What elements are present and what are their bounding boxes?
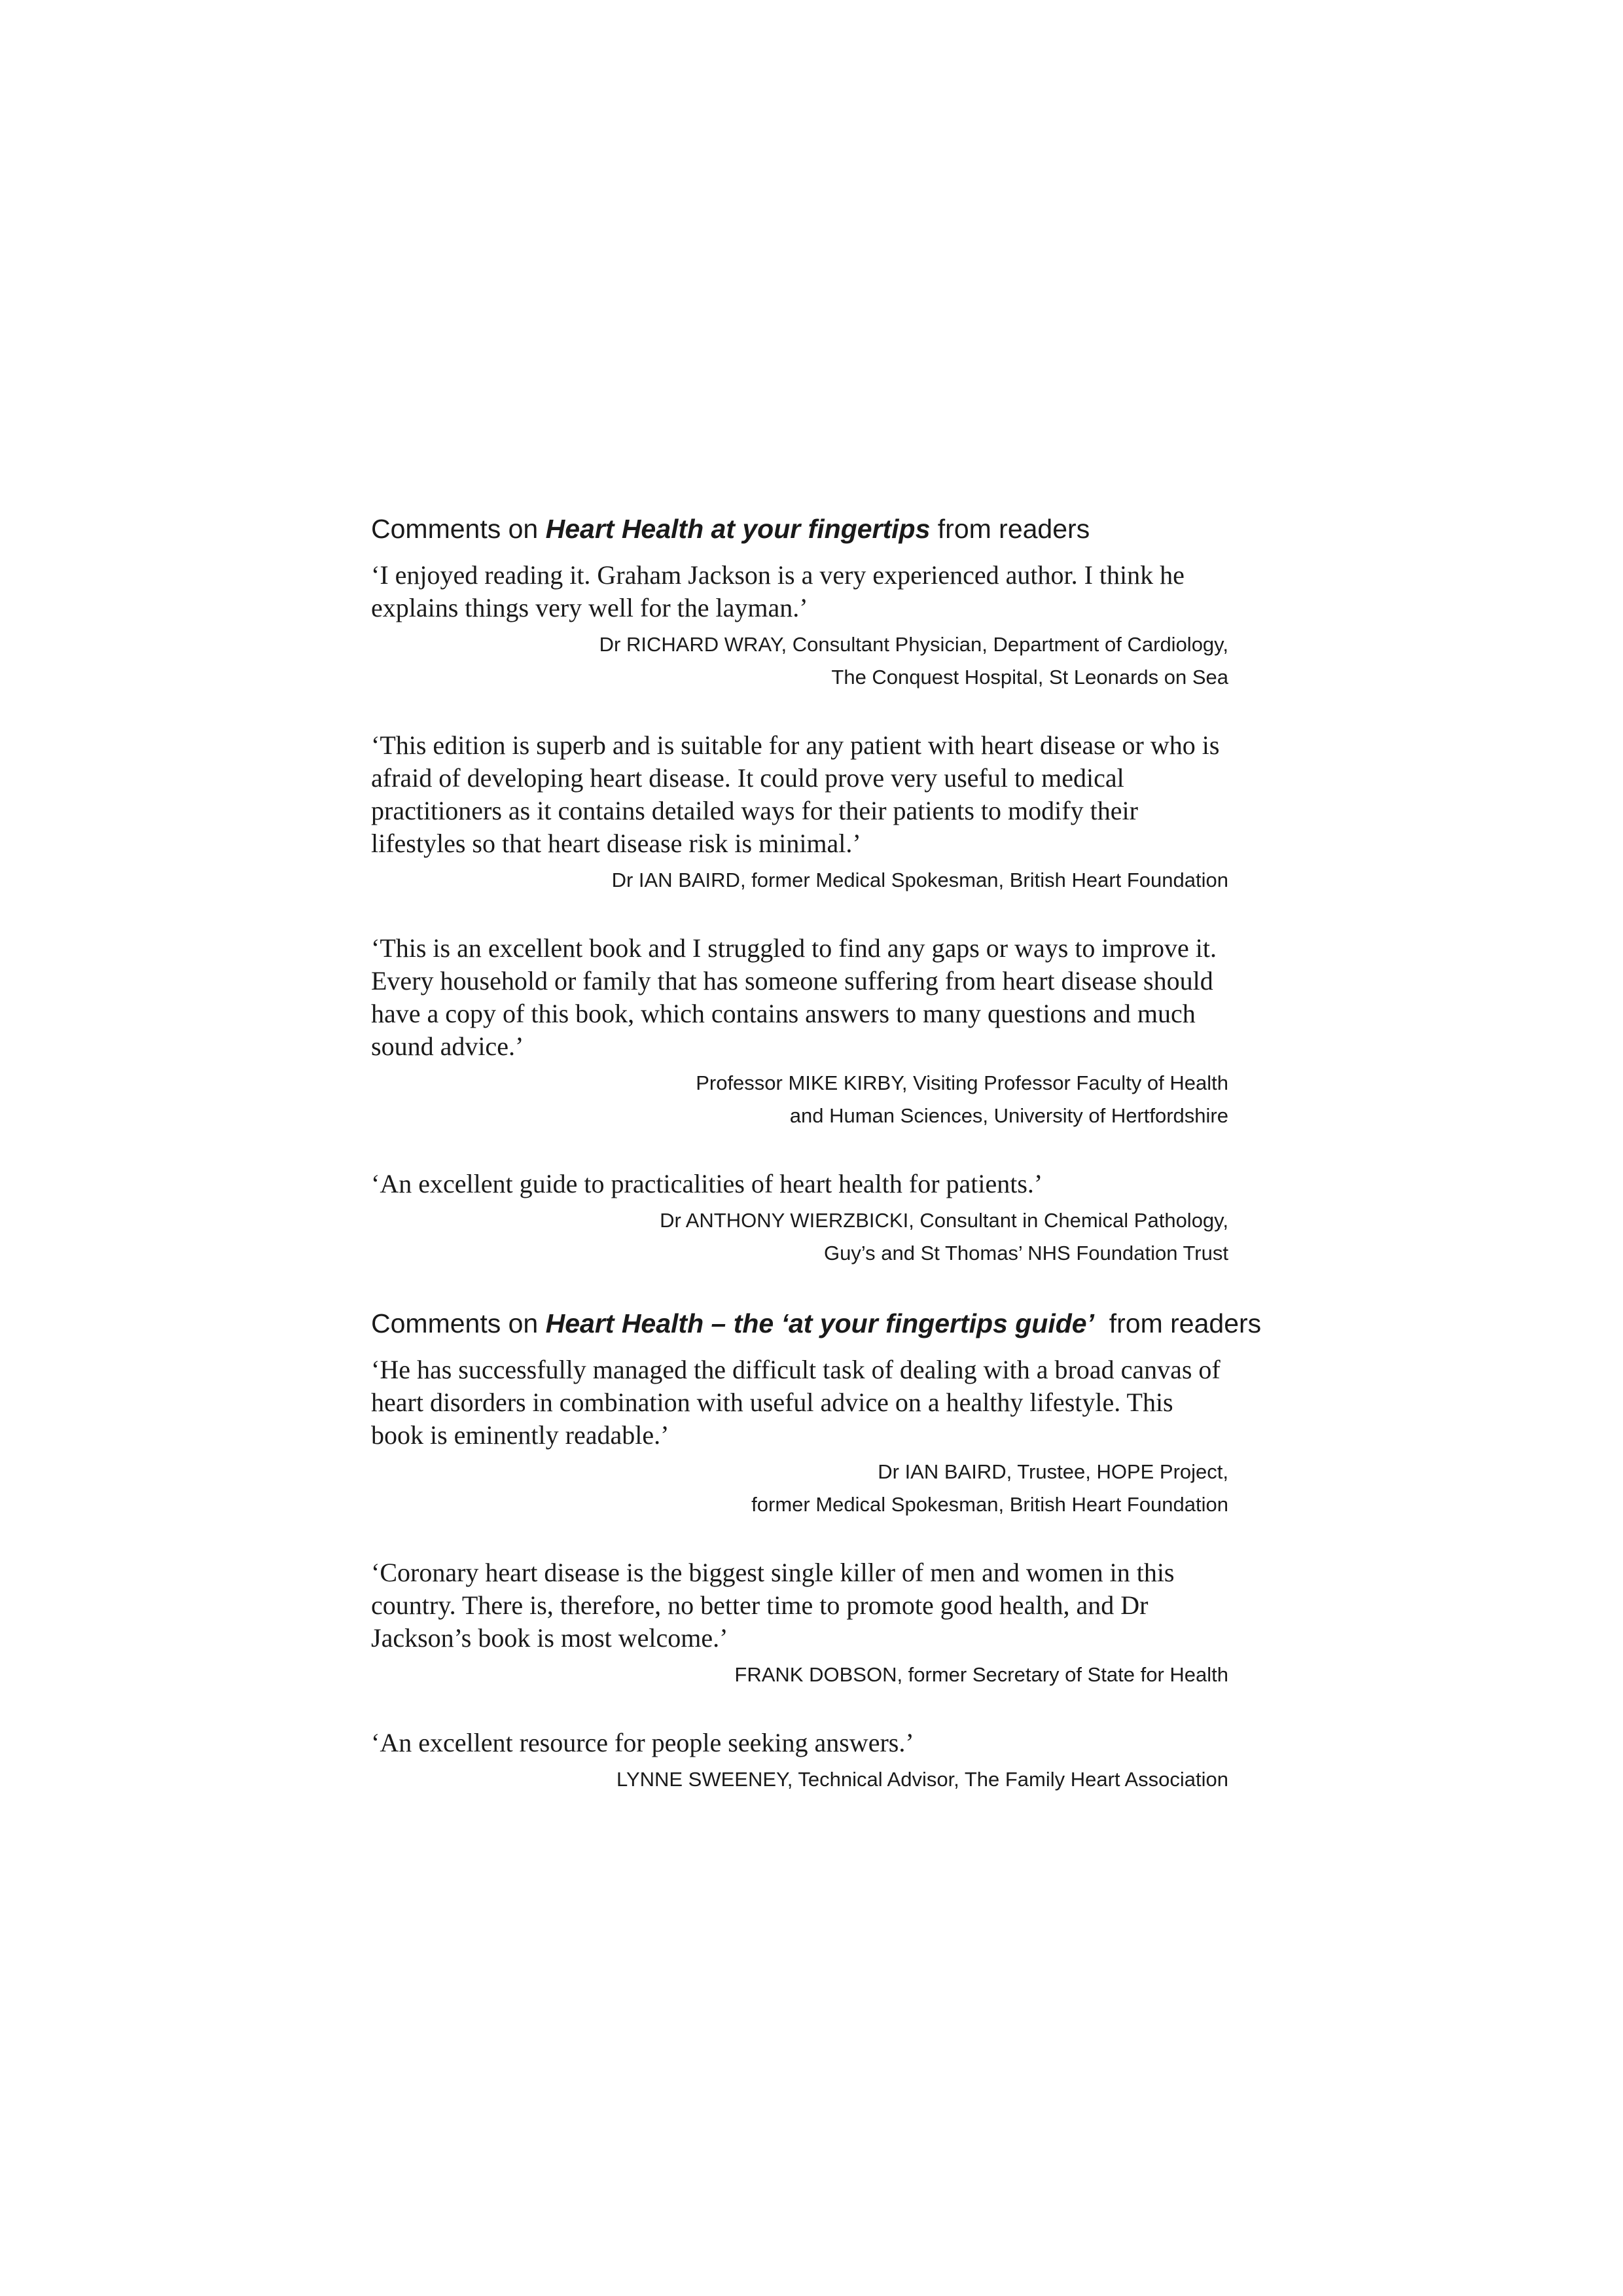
attribution <box>371 864 1228 897</box>
heading-prefix: Comments on <box>371 1308 546 1338</box>
quote-block <box>371 1354 1228 1521</box>
heading-prefix: Comments on <box>371 514 546 544</box>
attribution-line: former Medical Spokesman, British Heart Foundation <box>751 1493 1228 1516</box>
section-heading <box>371 511 1228 547</box>
quote-block <box>371 932 1228 1132</box>
attribution <box>371 1067 1228 1132</box>
quote-text: ‘This edition is superb and is suitable for any patient with heart disease or who is afraid of developing heart disease. It could prove very useful to medical practitioners as it contains detailed ways for their patients to modify their lifestyles so that heart disease risk is minimal.’ <box>371 730 1220 858</box>
quote-text: ‘An excellent resource for people seeking answers.’ <box>371 1728 914 1757</box>
attribution-line: FRANK DOBSON, former Secretary of State for Health <box>734 1663 1228 1686</box>
heading-suffix: from readers <box>930 514 1090 544</box>
attribution-line: and Human Sciences, University of Hertfordshire <box>789 1104 1228 1127</box>
attribution <box>371 1204 1228 1270</box>
attribution-line: Dr IAN BAIRD, Trustee, HOPE Project, <box>878 1460 1228 1483</box>
section-heading <box>371 1305 1262 1342</box>
attribution-line: Dr ANTHONY WIERZBICKI, Consultant in Chemical Pathology, <box>660 1209 1228 1232</box>
attribution-line: LYNNE SWEENEY, Technical Advisor, The Family Heart Association <box>616 1768 1228 1791</box>
quote-text: ‘An excellent guide to practicalities of heart health for patients.’ <box>371 1169 1043 1198</box>
page-content <box>371 511 1262 1831</box>
attribution <box>371 1456 1228 1521</box>
attribution-line: The Conquest Hospital, St Leonards on Sea <box>831 666 1228 689</box>
attribution <box>371 1763 1228 1796</box>
section-heart-health-at-your-fingertips-guide <box>371 1305 1262 1796</box>
attribution-line: Professor MIKE KIRBY, Visiting Professor Faculty of Health <box>696 1071 1228 1094</box>
attribution-line: Guy’s and St Thomas’ NHS Foundation Trust <box>823 1242 1228 1265</box>
quote-block <box>371 1556 1228 1691</box>
book-title: Heart Health – the ‘at your fingertips guide’ <box>545 1308 1094 1338</box>
attribution-line: Dr RICHARD WRAY, Consultant Physician, Department of Cardiology, <box>599 633 1228 656</box>
section-heart-health-at-your-fingertips <box>371 511 1228 1270</box>
heading-suffix: from readers <box>1094 1308 1262 1338</box>
book-title: Heart Health at your fingertips <box>545 514 931 544</box>
quote-block <box>371 729 1228 897</box>
quote-block <box>371 1168 1228 1270</box>
attribution <box>371 628 1228 694</box>
quote-block <box>371 559 1228 694</box>
attribution-line: Dr IAN BAIRD, former Medical Spokesman, British Heart Foundation <box>611 869 1228 891</box>
quote-block <box>371 1727 1228 1796</box>
quote-text: ‘Coronary heart disease is the biggest single killer of men and women in this country. There is, therefore, no better time to promote good health, and Dr Jackson’s book is most welcome.’ <box>371 1558 1175 1653</box>
attribution <box>371 1659 1228 1691</box>
quote-text: ‘This is an excellent book and I struggled to find any gaps or ways to improve it. Every household or family that has someone suffering from heart disease should have a copy of this book, which contains answers to many questions and much sound advice.’ <box>371 933 1217 1061</box>
quote-text: ‘I enjoyed reading it. Graham Jackson is a very experienced author. I think he explains things very well for the layman.’ <box>371 560 1185 622</box>
quote-text: ‘He has successfully managed the difficult task of dealing with a broad canvas of heart disorders in combination with useful advice on a healthy lifestyle. This book is eminently readable.’ <box>371 1355 1221 1450</box>
